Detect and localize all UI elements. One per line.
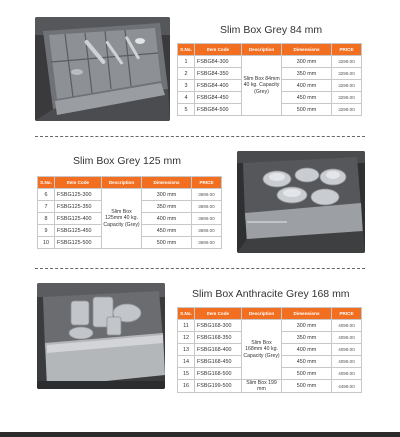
drawer-84mm-illustration — [35, 17, 170, 121]
drawer-125mm-illustration — [237, 151, 365, 253]
drawer-photo-168mm — [37, 283, 165, 389]
row-price: 3699.00 — [192, 201, 222, 213]
header-price: PRICE — [192, 177, 222, 189]
header-sno: S.No. — [38, 177, 55, 189]
header-item-code: Item Code — [195, 44, 242, 56]
section-title-168mm: Slim Box Anthracite Grey 168 mm — [192, 288, 350, 300]
row-sno: 6 — [38, 189, 55, 201]
row-dimensions: 400 mm — [142, 213, 192, 225]
row-sno: 13 — [178, 344, 195, 356]
row-price: 4099.00 — [332, 344, 362, 356]
row-dimensions: 450 mm — [282, 356, 332, 368]
header-description: Description — [102, 177, 142, 189]
header-item-code: Item Code — [55, 177, 102, 189]
row-item-code: FSBG168-400 — [195, 344, 242, 356]
row-dimensions: 500 mm — [282, 104, 332, 116]
row-sno: 3 — [178, 80, 195, 92]
table-row — [178, 380, 362, 393]
header-price: PRICE — [332, 308, 362, 320]
header-description: Description — [242, 44, 282, 56]
row-price: 3299.00 — [332, 80, 362, 92]
row-item-code: FSBG125-450 — [55, 225, 102, 237]
header-sno: S.No. — [178, 308, 195, 320]
header-dimensions: Dimensions — [282, 44, 332, 56]
spec-table-84mm — [177, 43, 362, 116]
row-item-code: FSBG125-350 — [55, 201, 102, 213]
row-sno: 14 — [178, 356, 195, 368]
row-sno: 11 — [178, 320, 195, 332]
spec-table-168mm — [177, 307, 362, 393]
table-row — [178, 56, 362, 68]
row-item-code: FSBG125-400 — [55, 213, 102, 225]
row-dimensions: 450 mm — [282, 92, 332, 104]
row-price: 4099.00 — [332, 356, 362, 368]
row-price: 3699.00 — [192, 213, 222, 225]
row-dimensions: 450 mm — [142, 225, 192, 237]
row-item-code: FSBG84-500 — [195, 104, 242, 116]
row-price: 3699.00 — [192, 237, 222, 249]
row-item-code: FSBG125-500 — [55, 237, 102, 249]
row-dimensions: 350 mm — [282, 332, 332, 344]
row-item-code: FSBG168-300 — [195, 320, 242, 332]
header-item-code: Item Code — [195, 308, 242, 320]
row-item-code: FSBG84-400 — [195, 80, 242, 92]
row-item-code: FSBG199-500 — [195, 380, 242, 393]
row-dimensions: 350 mm — [282, 68, 332, 80]
header-dimensions: Dimensions — [142, 177, 192, 189]
row-description: Slim Box 84mm 40 kg. Capacity (Grey) — [242, 56, 282, 116]
row-description: Slim Box 199 mm — [242, 380, 282, 393]
row-item-code: FSBG125-300 — [55, 189, 102, 201]
row-sno: 7 — [38, 201, 55, 213]
row-dimensions: 500 mm — [142, 237, 192, 249]
row-price: 3299.00 — [332, 104, 362, 116]
drawer-photo-84mm — [35, 17, 170, 121]
row-sno: 4 — [178, 92, 195, 104]
row-sno: 5 — [178, 104, 195, 116]
section-divider — [35, 268, 365, 269]
row-item-code: FSBG84-450 — [195, 92, 242, 104]
row-price: 3699.00 — [192, 189, 222, 201]
row-dimensions: 500 mm — [282, 368, 332, 380]
row-price: 3299.00 — [332, 92, 362, 104]
row-sno: 12 — [178, 332, 195, 344]
row-dimensions: 300 mm — [282, 320, 332, 332]
row-price: 4099.00 — [332, 320, 362, 332]
row-item-code: FSBG84-350 — [195, 68, 242, 80]
row-dimensions: 400 mm — [282, 344, 332, 356]
bottom-bar — [0, 432, 400, 437]
row-dimensions: 500 mm — [282, 380, 332, 393]
row-sno: 15 — [178, 368, 195, 380]
row-price: 4099.00 — [332, 368, 362, 380]
section-divider — [35, 136, 365, 137]
spec-table-125mm — [37, 176, 222, 249]
table-row — [38, 189, 222, 201]
row-sno: 10 — [38, 237, 55, 249]
row-dimensions: 350 mm — [142, 201, 192, 213]
row-price: 3299.00 — [332, 56, 362, 68]
row-sno: 1 — [178, 56, 195, 68]
row-item-code: FSBG168-500 — [195, 368, 242, 380]
row-sno: 9 — [38, 225, 55, 237]
section-title-125mm: Slim Box Grey 125 mm — [73, 155, 181, 167]
row-sno: 2 — [178, 68, 195, 80]
row-description: Slim Box 168mm 40 kg. Capacity (Grey) — [242, 320, 282, 380]
drawer-168mm-illustration — [37, 283, 165, 389]
row-price: 4499.00 — [332, 380, 362, 393]
row-description: Slim Box 125mm 40 kg. Capacity (Grey) — [102, 189, 142, 249]
row-price: 4099.00 — [332, 332, 362, 344]
header-dimensions: Dimensions — [282, 308, 332, 320]
header-sno: S.No. — [178, 44, 195, 56]
header-description: Description — [242, 308, 282, 320]
section-title-84mm: Slim Box Grey 84 mm — [220, 24, 323, 36]
row-dimensions: 300 mm — [142, 189, 192, 201]
drawer-photo-125mm — [237, 151, 365, 253]
table-row — [178, 320, 362, 332]
row-sno: 16 — [178, 380, 195, 393]
row-sno: 8 — [38, 213, 55, 225]
row-item-code: FSBG168-350 — [195, 332, 242, 344]
row-dimensions: 400 mm — [282, 80, 332, 92]
row-price: 3299.00 — [332, 68, 362, 80]
header-price: PRICE — [332, 44, 362, 56]
row-price: 3699.00 — [192, 225, 222, 237]
row-dimensions: 300 mm — [282, 56, 332, 68]
row-item-code: FSBG84-300 — [195, 56, 242, 68]
row-item-code: FSBG168-450 — [195, 356, 242, 368]
